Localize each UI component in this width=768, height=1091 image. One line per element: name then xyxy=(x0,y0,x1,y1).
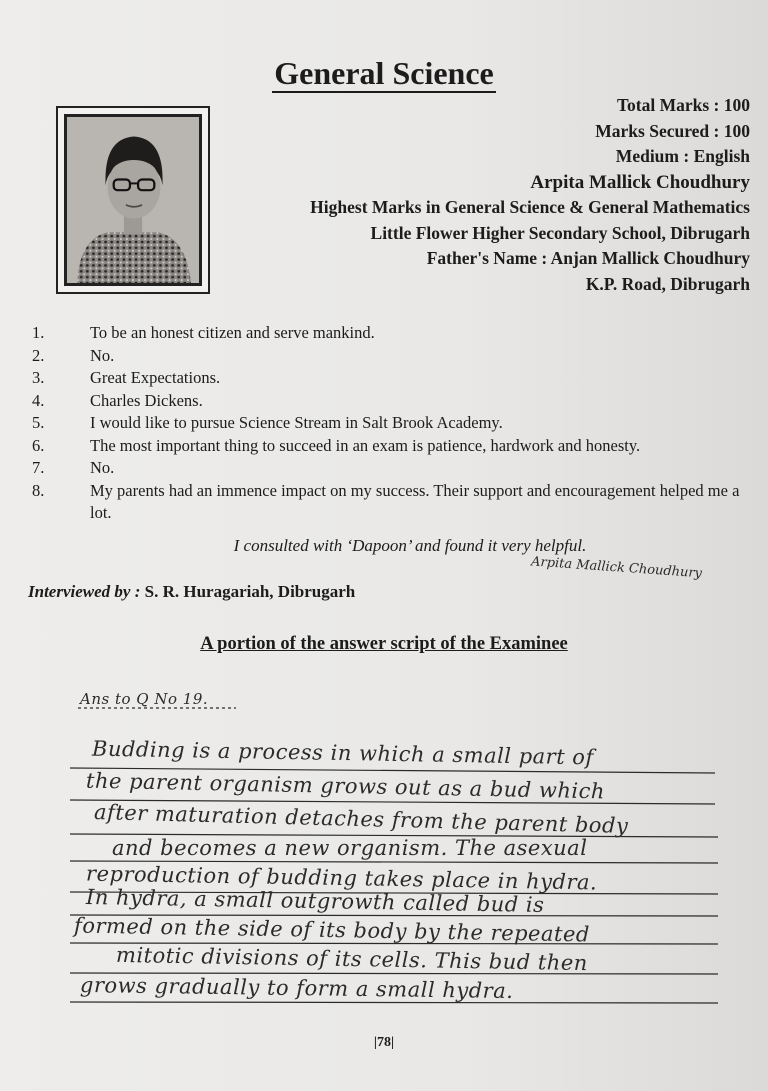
signature: Arpita Mallick Choudhury xyxy=(530,554,703,582)
address: K.P. Road, Dibrugarh xyxy=(585,273,750,294)
handwritten-line: formed on the side of its body by the repeated xyxy=(73,913,591,947)
handwritten-line: Budding is a process in which a small part of xyxy=(91,736,594,770)
father-name: Father's Name : Anjan Mallick Choudhury xyxy=(426,248,750,268)
page-number: |78| xyxy=(373,1035,395,1050)
list-item: 5. I would like to pursue Science Stream in Salt Brook Academy. xyxy=(32,413,503,432)
marks-secured: Marks Secured : 100 xyxy=(595,120,750,141)
handwritten-line: the parent organism grows out as a bud which xyxy=(85,768,606,804)
photo-image xyxy=(64,114,202,286)
page-title: General Science xyxy=(274,55,494,91)
handwritten-line: grows gradually to form a small hydra. xyxy=(79,972,514,1004)
interviewer xyxy=(28,582,355,602)
list-item: 1. To be an honest citizen and serve mankind. xyxy=(32,323,375,342)
question-reference: Ans to Q No 19. xyxy=(80,690,209,708)
interviewer-name: S. R. Huragariah, Dibrugarh xyxy=(140,582,356,601)
list-item: 2. No. xyxy=(32,345,115,365)
list-item: 3. Great Expectations. xyxy=(32,368,221,387)
section-heading: A portion of the answer script of the Examinee xyxy=(200,634,568,654)
interviewer-label: Interviewed by : xyxy=(28,582,141,601)
medium: Medium : English xyxy=(615,146,750,166)
list-item: 4. Charles Dickens. xyxy=(32,390,203,410)
list-item: 7. No. xyxy=(32,458,115,477)
handwritten-line: reproduction of budding takes place in hydra. xyxy=(85,861,598,895)
answer-list xyxy=(28,322,748,525)
student-info xyxy=(310,93,750,297)
list-item: 6. The most important thing to succeed in an exam is patience, hardwork and honesty. xyxy=(32,435,641,455)
school-name: Little Flower Higher Secondary School, Dibrugarh xyxy=(370,222,750,243)
handwritten-line: and becomes a new organism. The asexual xyxy=(112,836,588,860)
consult-note: I consulted with ‘Dapoon’ and found it very helpful. xyxy=(233,536,587,555)
list-item: 8. My parents had an immence impact on my success. Their support and encouragement helped me a lot. xyxy=(32,480,740,522)
student-name: Arpita Mallick Choudhury xyxy=(530,171,750,193)
handwritten-line: after maturation detaches from the parent body xyxy=(93,800,629,838)
total-marks: Total Marks : 100 xyxy=(616,95,750,115)
highest-marks: Highest Marks in General Science & General Mathematics xyxy=(310,197,750,217)
handwritten-line: mitotic divisions of its cells. This bud then xyxy=(115,942,588,976)
handwritten-line: In hydra, a small outgrowth called bud is xyxy=(85,885,545,917)
student-photo xyxy=(56,106,210,294)
